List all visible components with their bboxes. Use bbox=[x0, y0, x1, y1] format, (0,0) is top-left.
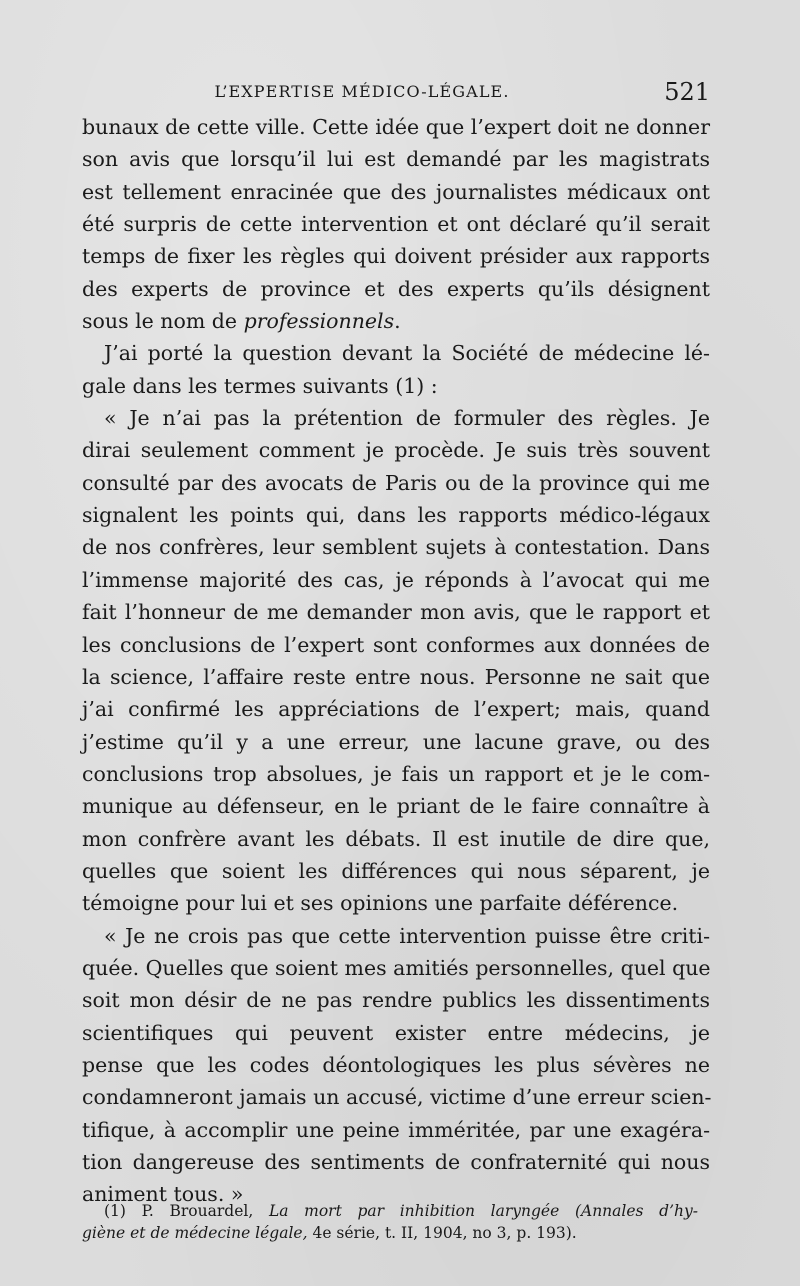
footnote-title: La mort par inhibition laryngée bbox=[268, 1202, 560, 1220]
text-line: J’ai porté la question devant la Société de médecine lé- bbox=[104, 341, 710, 366]
text-line: « Je n’ai pas la prétention de formuler des règles. Je bbox=[104, 406, 710, 431]
text-line: pense que les codes déontologiques les plus sévères ne bbox=[82, 1052, 710, 1077]
line-text: . bbox=[394, 309, 401, 334]
footnote-line bbox=[82, 1222, 698, 1244]
text-line: temps de fixer les règles qui doivent présider aux rapports bbox=[82, 244, 710, 269]
text-line: conclusions trop absolues, je fais un rapport et je le com- bbox=[82, 761, 710, 786]
text-line: dirai seulement comment je procède. Je suis très souvent bbox=[82, 438, 710, 463]
text-line: consulté par des avocats de Paris ou de la province qui me bbox=[82, 470, 710, 495]
running-head bbox=[82, 76, 710, 110]
text-line: « Je ne crois pas que cette intervention puisse être criti- bbox=[104, 923, 710, 948]
text-line: quelles que soient les différences qui nous séparent, je bbox=[82, 858, 710, 883]
footnote-source: giène et de médecine légale, bbox=[82, 1224, 308, 1242]
footnote-details: 4e série, t. II, 1904, no 3, p. 193). bbox=[312, 1224, 577, 1242]
footnote-line bbox=[104, 1200, 698, 1222]
text-line: est tellement enracinée que des journalistes médicaux ont bbox=[82, 179, 710, 204]
text-line: des experts de province et des experts qu’ils désignent bbox=[82, 276, 710, 301]
text-line: tion dangereuse des sentiments de confraternité qui nous bbox=[82, 1150, 710, 1174]
text-line: soit mon désir de ne pas rendre publics les dissentiments bbox=[82, 988, 710, 1013]
text-line: mon confrère avant les débats. Il est inutile de dire que, bbox=[82, 826, 710, 851]
text-line: munique au défenseur, en le priant de le faire connaître à bbox=[82, 794, 710, 819]
page-number: 521 bbox=[664, 78, 710, 106]
text-line bbox=[82, 305, 710, 337]
text-line: bunaux de cette ville. Cette idée que l’expert doit ne donner bbox=[82, 115, 710, 139]
text-line: son avis que lorsqu’il lui est demandé par les magistrats bbox=[82, 147, 710, 172]
text-line: condamneront jamais un accusé, victime d’une erreur scien- bbox=[82, 1085, 712, 1110]
text-line: l’immense majorité des cas, je réponds à l’avocat qui me bbox=[82, 567, 710, 592]
text-line: les conclusions de l’expert sont conformes aux données de bbox=[82, 632, 710, 657]
text-line: la science, l’affaire reste entre nous. Personne ne sait que bbox=[82, 664, 710, 689]
line-text: sous le nom de bbox=[82, 309, 244, 334]
text-line: j’estime qu’il y a une erreur, une lacune grave, ou des bbox=[82, 729, 710, 754]
running-title: L’EXPERTISE MÉDICO-LÉGALE. bbox=[214, 82, 510, 101]
footnote-marker: (1) P. Brouardel, bbox=[104, 1202, 254, 1220]
emphasis-professionnels: professionnels bbox=[243, 309, 395, 334]
footnote bbox=[82, 1200, 698, 1244]
text-line: j’ai confirmé les appréciations de l’expert; mais, quand bbox=[82, 697, 710, 722]
text-line: animent tous. » bbox=[82, 1182, 244, 1207]
text-line: témoigne pour lui et ses opinions une parfaite déférence. bbox=[82, 891, 679, 916]
text-line: scientifiques qui peuvent exister entre médecins, je bbox=[82, 1020, 710, 1045]
text-line: de nos confrères, leur semblent sujets à contestation. Dans bbox=[82, 535, 710, 560]
text-line: quée. Quelles que soient mes amitiés personnelles, quel que bbox=[82, 955, 711, 980]
text-line: signalent les points qui, dans les rapports médico-légaux bbox=[82, 503, 710, 528]
body-text bbox=[82, 111, 710, 1211]
text-line: tifique, à accomplir une peine imméritée, par une exagéra- bbox=[82, 1117, 710, 1142]
text-line: été surpris de cette intervention et ont déclaré qu’il serait bbox=[82, 212, 710, 237]
text-line: gale dans les termes suivants (1) : bbox=[82, 373, 438, 398]
text-line: fait l’honneur de me demander mon avis, que le rapport et bbox=[82, 600, 710, 625]
footnote-source: (Annales d’hy- bbox=[574, 1202, 698, 1220]
